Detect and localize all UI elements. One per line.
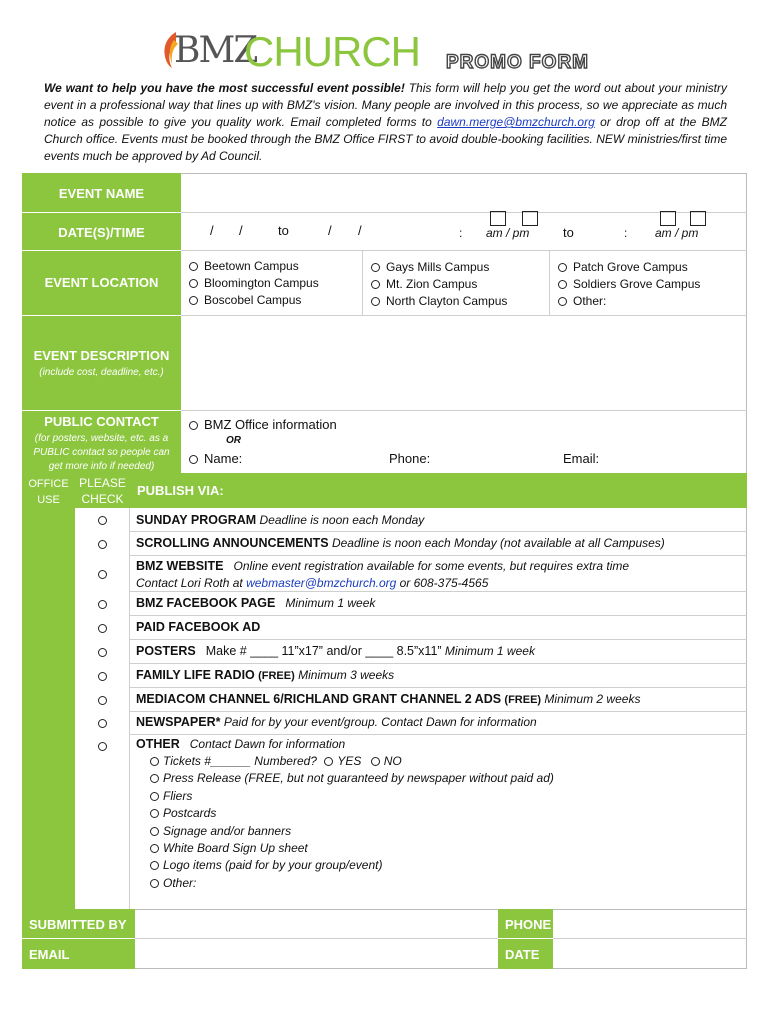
radio-icon bbox=[98, 672, 107, 681]
event-description-label-cell bbox=[22, 316, 181, 411]
please-check-label: PLEASE CHECK bbox=[79, 476, 126, 506]
publish-item: SCROLLING ANNOUNCEMENTS Deadline is noon each Monday (not available at all Campuses) bbox=[130, 532, 747, 556]
ampm-label-1: am / pm bbox=[486, 226, 530, 240]
radio-icon bbox=[189, 455, 198, 464]
radio-icon bbox=[98, 742, 107, 751]
other-sub-option[interactable]: Other: bbox=[150, 876, 196, 890]
radio-icon bbox=[189, 279, 198, 288]
location-option[interactable]: Patch Grove Campus bbox=[558, 259, 700, 276]
radio-icon bbox=[98, 648, 107, 657]
publish-via-label: PUBLISH VIA: bbox=[137, 483, 224, 498]
date-slash-1: / bbox=[210, 223, 214, 238]
other-sub-option[interactable]: Fliers bbox=[150, 789, 192, 803]
dates-time-label-cell bbox=[22, 213, 181, 251]
event-location-label: EVENT LOCATION bbox=[44, 275, 159, 290]
contact-phone-label: Phone: bbox=[389, 451, 431, 466]
location-option[interactable]: Boscobel Campus bbox=[189, 292, 319, 309]
radio-icon bbox=[371, 280, 380, 289]
radio-icon bbox=[150, 809, 159, 818]
am-checkbox-2[interactable] bbox=[660, 211, 676, 226]
submitted-by-label: SUBMITTED BY bbox=[29, 917, 127, 932]
publish-item: BMZ FACEBOOK PAGE Minimum 1 week bbox=[130, 592, 747, 616]
location-options bbox=[181, 251, 747, 316]
bmz-church-logo bbox=[160, 28, 420, 74]
time-to: to bbox=[563, 225, 574, 240]
radio-icon bbox=[189, 421, 198, 430]
radio-icon bbox=[189, 296, 198, 305]
or-label: OR bbox=[226, 435, 241, 446]
location-option[interactable]: Bloomington Campus bbox=[189, 275, 319, 292]
submission-email-link[interactable]: dawn.merge@bmzchurch.org bbox=[437, 115, 595, 129]
form-title: PROMO FORM bbox=[446, 52, 589, 73]
radio-icon bbox=[98, 624, 107, 633]
submitted-by-label-cell bbox=[22, 909, 135, 939]
tickets-option[interactable]: Tickets #______ Numbered? YES NO bbox=[150, 754, 402, 768]
radio-icon[interactable] bbox=[371, 757, 380, 766]
am-checkbox-1[interactable] bbox=[490, 211, 506, 226]
radio-icon bbox=[150, 827, 159, 836]
check-facebook-page[interactable] bbox=[75, 596, 130, 614]
radio-icon bbox=[98, 570, 107, 579]
office-use-column bbox=[22, 473, 75, 909]
bmz-office-option[interactable]: BMZ Office information bbox=[189, 417, 337, 432]
check-newspaper[interactable] bbox=[75, 715, 130, 733]
dates-time-label: DATE(S)/TIME bbox=[58, 225, 145, 240]
check-mediacom[interactable] bbox=[75, 692, 130, 710]
phone-input[interactable] bbox=[553, 909, 747, 939]
radio-icon bbox=[150, 844, 159, 853]
location-option[interactable]: North Clayton Campus bbox=[371, 293, 507, 310]
contact-email-label: Email: bbox=[563, 451, 600, 466]
location-col-1 bbox=[189, 258, 319, 309]
ampm-label-2: am / pm bbox=[655, 226, 699, 240]
radio-icon bbox=[150, 757, 159, 766]
office-use-label: OFFICE USE bbox=[28, 478, 69, 506]
logo-church-text: CHURCH bbox=[244, 28, 420, 75]
email-label: EMAIL bbox=[29, 947, 70, 962]
radio-icon bbox=[558, 297, 567, 306]
webmaster-email-link[interactable]: webmaster@bmzchurch.org bbox=[246, 576, 397, 590]
date-input[interactable] bbox=[553, 939, 747, 969]
other-sub-option[interactable]: Postcards bbox=[150, 806, 216, 820]
event-location-label-cell bbox=[22, 251, 181, 316]
logo-bmz-text: BMZ bbox=[174, 30, 257, 71]
other-sub-option[interactable]: White Board Sign Up sheet bbox=[150, 841, 308, 855]
event-description-input[interactable] bbox=[181, 316, 747, 411]
event-name-label-cell bbox=[22, 173, 181, 213]
publish-via-header bbox=[130, 473, 747, 508]
check-scrolling-announcements[interactable] bbox=[75, 536, 130, 554]
radio-icon bbox=[98, 600, 107, 609]
publish-item: PAID FACEBOOK AD bbox=[130, 616, 747, 640]
radio-icon bbox=[98, 719, 107, 728]
public-contact-label-cell bbox=[22, 411, 181, 473]
time-colon-1: : bbox=[459, 226, 463, 240]
phone-label-cell bbox=[498, 909, 553, 939]
radio-icon bbox=[189, 262, 198, 271]
publish-item: POSTERS Make # ____ 11”x17” and/or ____ 8.5”x11” Minimum 1 week bbox=[130, 640, 747, 664]
other-sub-option[interactable]: Press Release (FREE, but not guaranteed by newspaper without paid ad) bbox=[150, 771, 554, 785]
radio-icon bbox=[98, 540, 107, 549]
check-bmz-website[interactable] bbox=[75, 566, 130, 584]
email-input[interactable] bbox=[135, 939, 498, 969]
publish-item: SUNDAY PROGRAM Deadline is noon each Monday bbox=[130, 508, 747, 532]
location-option[interactable]: Mt. Zion Campus bbox=[371, 276, 507, 293]
location-option[interactable]: Beetown Campus bbox=[189, 258, 319, 275]
radio-icon bbox=[150, 879, 159, 888]
publish-item: BMZ WEBSITE Online event registration available for some events, but requires extra time Contact Lori Roth at webmaster@bmzchurch.org or 608-375-4565 bbox=[130, 556, 747, 592]
date-slash-4: / bbox=[358, 223, 362, 238]
event-description-label: EVENT DESCRIPTION bbox=[33, 348, 170, 363]
check-other[interactable] bbox=[75, 738, 130, 756]
pm-checkbox-2[interactable] bbox=[690, 211, 706, 226]
public-contact-label: PUBLIC CONTACT bbox=[44, 414, 159, 429]
radio-icon bbox=[150, 774, 159, 783]
dates-time-input[interactable] bbox=[181, 213, 747, 251]
intro-paragraph bbox=[44, 80, 727, 165]
location-option[interactable]: Soldiers Grove Campus bbox=[558, 276, 700, 293]
please-check-header bbox=[75, 473, 130, 508]
event-name-input[interactable] bbox=[181, 173, 747, 213]
date-slash-2: / bbox=[239, 223, 243, 238]
contact-name-option[interactable]: Name: bbox=[189, 451, 242, 466]
radio-icon bbox=[371, 297, 380, 306]
date-label: DATE bbox=[505, 947, 540, 962]
check-posters[interactable] bbox=[75, 644, 130, 662]
event-description-sublabel: (include cost, deadline, etc.) bbox=[39, 367, 164, 378]
date-to: to bbox=[278, 223, 289, 238]
other-sub-option[interactable]: Logo items (paid for by your group/event) bbox=[150, 858, 382, 872]
submitted-by-input[interactable] bbox=[135, 909, 498, 939]
other-sub-option[interactable]: Signage and/or banners bbox=[150, 824, 291, 838]
date-label-cell bbox=[498, 939, 553, 969]
intro-body-1: This form will help you get the word out about your ministry event in a professional way that lines up with BMZ's vision. Many people are involved in this process, so we appreciate as much notice as possible to give you quality work. Email completed forms to bbox=[44, 81, 727, 129]
radio-icon bbox=[371, 263, 380, 272]
publish-item: OTHER Contact Dawn for information bbox=[136, 737, 346, 751]
location-col-2 bbox=[371, 259, 507, 310]
location-option[interactable]: Other: bbox=[558, 293, 700, 310]
radio-icon[interactable] bbox=[324, 757, 333, 766]
check-family-life-radio[interactable] bbox=[75, 668, 130, 686]
location-col-3 bbox=[558, 259, 700, 310]
public-contact-options bbox=[181, 411, 747, 473]
date-slash-3: / bbox=[328, 223, 332, 238]
intro-lead: We want to help you have the most successful event possible! bbox=[44, 81, 405, 95]
check-sunday-program[interactable] bbox=[75, 512, 130, 530]
radio-icon bbox=[558, 280, 567, 289]
publish-item: NEWSPAPER* Paid for by your event/group. Contact Dawn for information bbox=[130, 712, 747, 735]
radio-icon bbox=[558, 263, 567, 272]
event-name-label: EVENT NAME bbox=[58, 186, 145, 201]
radio-icon bbox=[98, 516, 107, 525]
public-contact-sublabel: (for posters, website, etc. as a PUBLIC contact so people can get more info if needed) bbox=[33, 433, 170, 472]
radio-icon bbox=[150, 792, 159, 801]
radio-icon bbox=[150, 861, 159, 870]
publish-item: FAMILY LIFE RADIO (FREE) Minimum 3 weeks bbox=[130, 664, 747, 688]
email-label-cell bbox=[22, 939, 135, 969]
intro-body-2: or drop off at the BMZ Church office. Events must be booked through the BMZ Office FIRST to avoid double-booking facilities. NEW ministries/first time events much be approved by Ad Council. bbox=[44, 115, 727, 163]
radio-icon bbox=[98, 696, 107, 705]
publish-item: MEDIACOM CHANNEL 6/RICHLAND GRANT CHANNEL 2 ADS (FREE) Minimum 2 weeks bbox=[130, 688, 747, 712]
location-option[interactable]: Gays Mills Campus bbox=[371, 259, 507, 276]
time-colon-2: : bbox=[624, 226, 628, 240]
pm-checkbox-1[interactable] bbox=[522, 211, 538, 226]
phone-label: PHONE bbox=[505, 917, 552, 932]
check-paid-facebook-ad[interactable] bbox=[75, 620, 130, 638]
